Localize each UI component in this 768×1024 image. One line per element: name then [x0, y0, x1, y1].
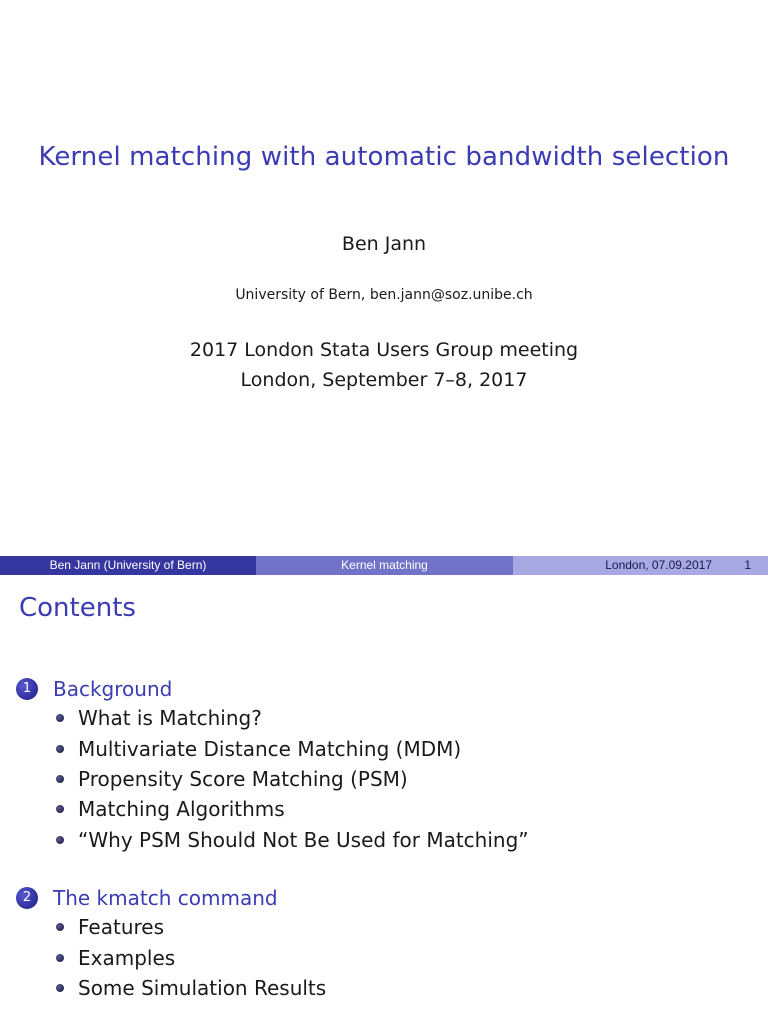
toc-subsection-item[interactable]: [16, 825, 529, 855]
toc-subsection-list: [16, 912, 326, 1003]
toc-subsection-label: Some Simulation Results: [78, 975, 327, 1000]
toc-subsection-label: Examples: [78, 945, 176, 970]
toc-subsection-item[interactable]: [16, 794, 529, 824]
section-number-badge: 2: [16, 887, 38, 909]
toc-section-label[interactable]: Background: [53, 677, 173, 701]
footer-date: London, 07.09.2017: [605, 558, 712, 572]
section-number-badge: 1: [16, 678, 38, 700]
toc-section-header[interactable]: [16, 675, 529, 703]
toc-subsection-item[interactable]: [16, 912, 326, 942]
toc-subsection-item[interactable]: [16, 973, 326, 1003]
toc-section-header[interactable]: [16, 884, 326, 912]
bullet-icon: [56, 923, 64, 931]
footer-author: Ben Jann (University of Bern): [0, 556, 256, 575]
bullet-icon: [56, 805, 64, 813]
presentation-title: Kernel matching with automatic bandwidth selection: [38, 142, 730, 172]
toc-subsection-list: [16, 703, 529, 855]
bullet-icon: [56, 745, 64, 753]
event-name: 2017 London Stata Users Group meeting: [189, 339, 579, 361]
toc-section-background[interactable]: [16, 675, 529, 855]
toc-subsection-item[interactable]: [16, 942, 326, 972]
toc-subsection-label: Multivariate Distance Matching (MDM): [78, 736, 462, 761]
toc-section-kmatch[interactable]: [16, 884, 326, 1003]
toc-subsection-item[interactable]: [16, 703, 529, 733]
bullet-icon: [56, 984, 64, 992]
footer-date-page: [513, 556, 768, 575]
author-affiliation: University of Bern, ben.jann@soz.unibe.ch: [235, 287, 533, 303]
author-name: Ben Jann: [341, 233, 427, 255]
event-location-date: London, September 7–8, 2017: [240, 369, 528, 391]
toc-subsection-label: What is Matching?: [78, 706, 262, 731]
slide-footer: [0, 556, 768, 575]
bullet-icon: [56, 714, 64, 722]
toc-subsection-label: Propensity Score Matching (PSM): [78, 766, 408, 791]
bullet-icon: [56, 775, 64, 783]
bullet-icon: [56, 954, 64, 962]
toc-subsection-item[interactable]: [16, 764, 529, 794]
contents-slide: [0, 575, 768, 1024]
toc-subsection-label: Features: [78, 915, 164, 940]
bullet-icon: [56, 836, 64, 844]
footer-short-title: Kernel matching: [256, 556, 513, 575]
toc-section-label[interactable]: The kmatch command: [53, 886, 278, 910]
footer-page-number: 1: [744, 558, 751, 572]
toc-subsection-label: Matching Algorithms: [78, 797, 285, 822]
event-info: [0, 335, 768, 395]
toc-subsection-item[interactable]: [16, 733, 529, 763]
toc-subsection-label: “Why PSM Should Not Be Used for Matching”: [78, 827, 529, 852]
contents-title: Contents: [19, 593, 136, 623]
